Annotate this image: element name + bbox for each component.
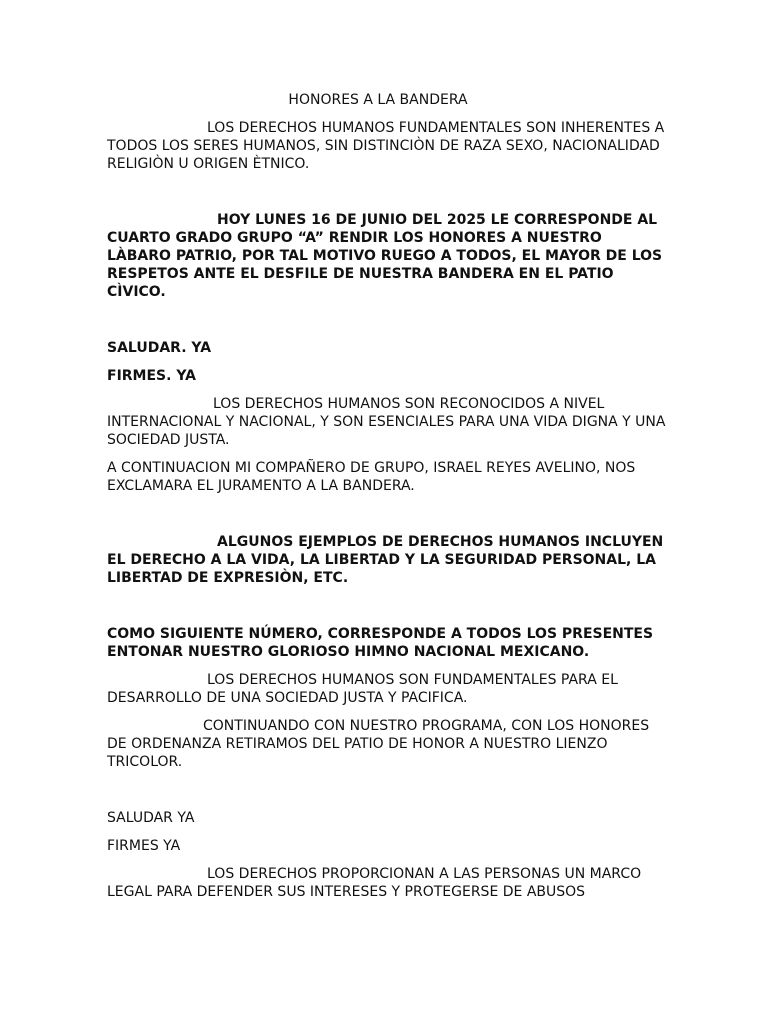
paragraph-7-text: ALGUNOS EJEMPLOS DE DERECHOS HUMANOS INCLUYEN EL DERECHO A LA VIDA, LA LIBERTAD Y LA SEGURIDAD PERSONAL, LA LIBERTAD DE EXPRESIÒN, ETC. <box>107 534 664 586</box>
paragraph-12: FIRMES YA <box>107 838 181 854</box>
paragraph-10 <box>107 717 667 771</box>
document-page <box>107 91 667 901</box>
paragraph-13-text: LOS DERECHOS PROPORCIONAN A LAS PERSONAS UN MARCO LEGAL PARA DEFENDER SUS INTERESES Y PROTEGERSE DE ABUSOS <box>107 866 642 900</box>
paragraph-7 <box>107 533 667 587</box>
paragraph-10-text: CONTINUANDO CON NUESTRO PROGRAMA, CON LOS HONORES DE ORDENANZA RETIRAMOS DEL PATIO DE HONOR A NUESTRO LIENZO TRICOLOR. <box>107 718 650 770</box>
paragraph-6: A CONTINUACION MI COMPAÑERO DE GRUPO, ISRAEL REYES AVELINO, NOS EXCLAMARA EL JURAMENTO A LA BANDERA. <box>107 460 636 494</box>
document-title: HONORES A LA BANDERA <box>288 92 468 108</box>
paragraph-2-text: HOY LUNES 16 DE JUNIO DEL 2025 LE CORRESPONDE AL CUARTO GRADO GRUPO “A” RENDIR LOS HONORES A NUESTRO LÀBARO PATRIO, POR TAL MOTIVO RUEGO A TODOS, EL MAYOR DE LOS RESPETOS ANTE EL DESFILE DE NUESTRA BANDERA EN EL PATIO CÌVICO. <box>107 212 663 300</box>
paragraph-4: FIRMES. YA <box>107 368 196 384</box>
paragraph-8: COMO SIGUIENTE NÚMERO, CORRESPONDE A TODOS LOS PRESENTES ENTONAR NUESTRO GLORIOSO HIMNO NACIONAL MEXICANO. <box>107 626 654 660</box>
paragraph-13 <box>107 865 667 901</box>
paragraph-11: SALUDAR YA <box>107 810 195 826</box>
paragraph-3: SALUDAR. YA <box>107 340 212 356</box>
paragraph-9 <box>107 671 667 707</box>
paragraph-1-text: LOS DERECHOS HUMANOS FUNDAMENTALES SON INHERENTES A TODOS LOS SERES HUMANOS, SIN DISTINCIÒN DE RAZA SEXO, NACIONALIDAD RELIGIÒN U ORIGEN ÈTNICO. <box>107 120 665 172</box>
paragraph-5 <box>107 395 667 449</box>
paragraph-1 <box>107 119 667 173</box>
paragraph-5-text: LOS DERECHOS HUMANOS SON RECONOCIDOS A NIVEL INTERNACIONAL Y NACIONAL, Y SON ESENCIALES PARA UNA VIDA DIGNA Y UNA SOCIEDAD JUSTA. <box>107 396 666 448</box>
paragraph-2 <box>107 211 667 301</box>
paragraph-9-text: LOS DERECHOS HUMANOS SON FUNDAMENTALES PARA EL DESARROLLO DE UNA SOCIEDAD JUSTA Y PACIFICA. <box>107 672 618 706</box>
